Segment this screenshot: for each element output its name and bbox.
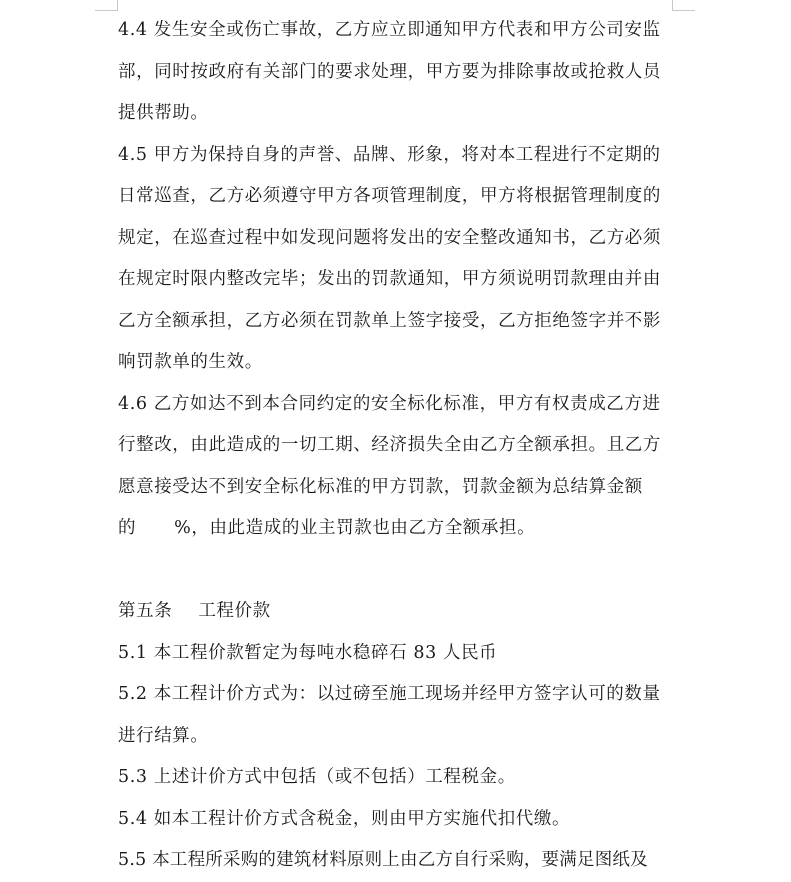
paragraph-line: 日常巡查，乙方必须遵守甲方各项管理制度，甲方将根据管理制度的 bbox=[118, 186, 661, 206]
paragraph-line: 4.4 发生安全或伤亡事故，乙方应立即通知甲方代表和甲方公司安监 bbox=[118, 20, 661, 40]
document-body bbox=[118, 10, 674, 882]
paragraph-line: 规定，在巡查过程中如发现问题将发出的安全整改通知书，乙方必须 bbox=[118, 227, 661, 248]
paragraph-line: 5.2 本工程计价方式为：以过磅至施工现场并经甲方签字认可的数量 bbox=[118, 684, 661, 704]
paragraph-line: 4.5 甲方为保持自身的声誉、品牌、形象，将对本工程进行不定期的 bbox=[118, 144, 661, 165]
article-title: 工程价款 bbox=[198, 601, 271, 621]
article-number: 第五条 bbox=[118, 601, 173, 621]
paragraph-line: 5.1 本工程价款暂定为每吨水稳碎石 83 人民币 bbox=[118, 642, 498, 663]
paragraph-line: 部，同时按政府有关部门的要求处理，甲方要为排除事故或抢救人员 bbox=[118, 61, 661, 82]
paragraph-line: 乙方全额承担，乙方必须在罚款单上签字接受，乙方拒绝签字并不影 bbox=[118, 310, 661, 331]
article-heading bbox=[118, 591, 674, 633]
paragraph-line: 进行结算。 bbox=[118, 725, 209, 746]
blank-line bbox=[118, 550, 674, 592]
page-corner-mark-left bbox=[95, 0, 118, 11]
paragraph-line: 4.6 乙方如达不到本合同约定的安全标化标准，甲方有权责成乙方进 bbox=[118, 393, 661, 414]
paragraph-line: 5.4 如本工程计价方式含税金，则由甲方实施代扣代缴。 bbox=[118, 808, 571, 829]
paragraph-line: 5.5 本工程所采购的建筑材料原则上由乙方自行采购，要满足图纸及 bbox=[118, 850, 648, 870]
paragraph-line: 在规定时限内整改完毕；发出的罚款通知，甲方须说明罚款理由并由 bbox=[118, 269, 661, 289]
paragraph-line: 5.3 上述计价方式中包括（或不包括）工程税金。 bbox=[118, 767, 516, 787]
paragraph-line: 提供帮助。 bbox=[118, 103, 209, 123]
paragraph-line: 响罚款单的生效。 bbox=[118, 352, 263, 372]
page-corner-mark-right bbox=[672, 0, 695, 11]
paragraph-line-blank-percent bbox=[118, 508, 674, 550]
paragraph-line: 愿意接受达不到安全标化标准的甲方罚款，罚款金额为总结算金额 bbox=[118, 476, 643, 497]
paragraph-line: 行整改，由此造成的一切工期、经济损失全由乙方全额承担。且乙方 bbox=[118, 435, 661, 455]
line-suffix: %，由此造成的业主罚款也由乙方全额承担。 bbox=[174, 518, 536, 538]
line-prefix: 的 bbox=[118, 518, 137, 538]
